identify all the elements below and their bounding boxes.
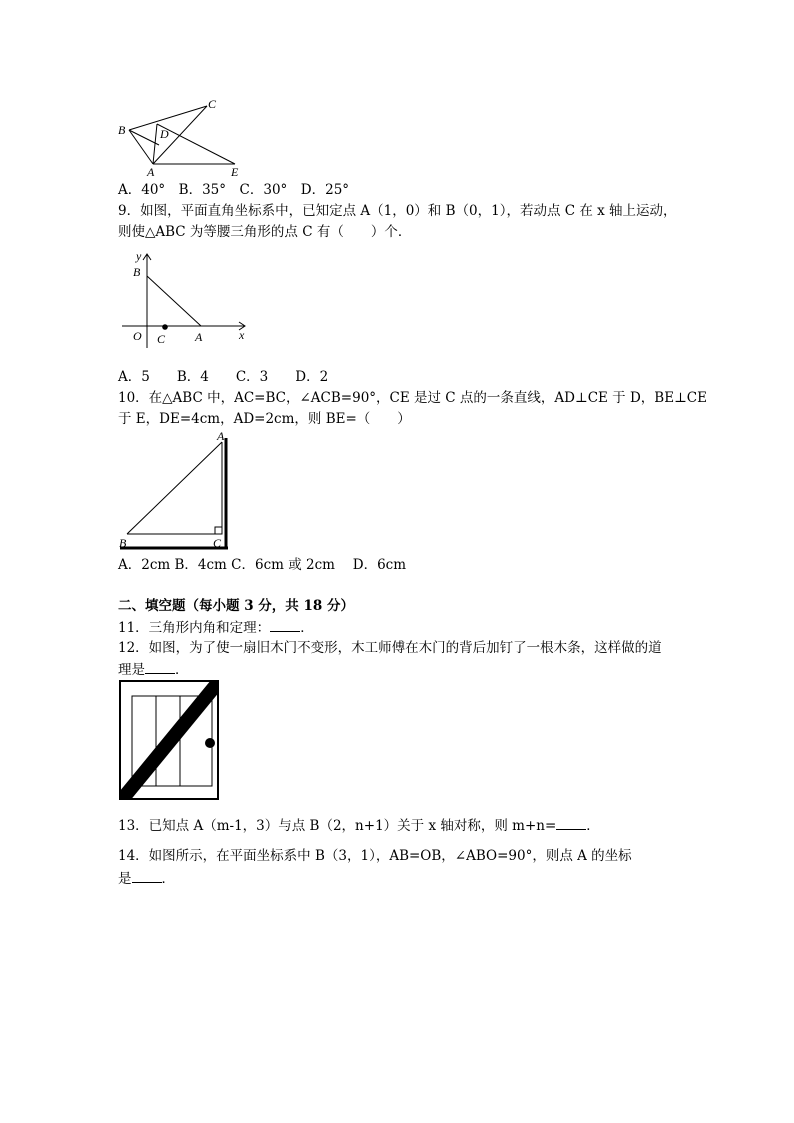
q12-stem-line2: 理是 [118,662,145,678]
q12-answer-blank[interactable] [145,660,175,674]
q10-label-B: B [119,536,127,550]
q9-label-y: y [136,249,142,263]
q8-options: A．40° B．35° C．30° D．25° [118,182,350,198]
q8-label-B: B [118,123,126,137]
q13-tail: ． [586,818,600,834]
q10-triangle-figure [114,428,234,552]
q13-answer-blank[interactable] [556,816,586,830]
q12-door-figure [119,680,221,802]
q14-tail: ． [161,871,175,887]
q10-label-C: C [213,536,222,550]
q9-stem-line2: 则使△ABC 为等腰三角形的点 C 有（ ）个． [118,224,412,240]
q9-label-x: x [239,328,245,342]
q9-label-O: O [133,329,142,343]
q12-line2 [118,660,189,679]
q8-label-A: A [147,165,155,179]
q11-answer-blank[interactable] [270,618,300,632]
q9-label-C: C [157,332,166,346]
q14-line2 [118,869,175,888]
q9-label-B: B [133,265,141,279]
q9-coordinate-figure [114,244,254,350]
q8-figure [114,96,254,178]
q9-point-c-marker [162,324,168,330]
q11 [118,618,314,637]
q9-stem-line1: 9．如图，平面直角坐标系中，已知定点 A（1，0）和 B（0，1），若动点 C 在 x 轴上运动， [118,203,677,219]
q13 [118,816,600,835]
q10-stem-line1: 10．在△ABC 中，AC=BC，∠ACB=90°，CE 是过 C 点的一条直线，AD⊥CE 于 D，BE⊥CE [118,390,707,406]
q14-stem-line1: 14．如图所示，在平面坐标系中 B（3，1），AB=OB，∠ABO=90°，则点 A 的坐标 [118,848,632,864]
q10-stem-line2: 于 E，DE=4cm，AD=2cm，则 BE=（ ） [118,411,411,427]
q12-tail: ． [175,662,189,678]
q12-door-knob [205,738,215,748]
q9-options: A．5 B．4 C．3 D．2 [118,369,329,385]
q8-label-E: E [231,165,239,179]
q11-tail: ． [300,620,314,636]
q14-stem-line2: 是 [118,871,132,887]
q14-answer-blank[interactable] [132,869,162,883]
q8-label-C: C [208,97,217,111]
section-heading: 二、填空题（每小题 3 分，共 18 分） [118,598,354,614]
q12-stem-line1: 12．如图，为了使一扇旧木门不变形，木工师傅在木门的背后加钉了一根木条，这样做的道 [118,640,662,656]
q13-stem: 13．已知点 A（m-1，3）与点 B（2，n+1）关于 x 轴对称，则 m+n= [118,818,557,834]
q8-label-D: D [160,127,169,141]
q10-label-A: A [217,429,225,443]
q11-stem: 11．三角形内角和定理： [118,620,271,636]
q9-label-A: A [195,330,203,344]
q10-options: A．2cm B．4cm C．6cm 或 2cm D．6cm [118,557,407,573]
